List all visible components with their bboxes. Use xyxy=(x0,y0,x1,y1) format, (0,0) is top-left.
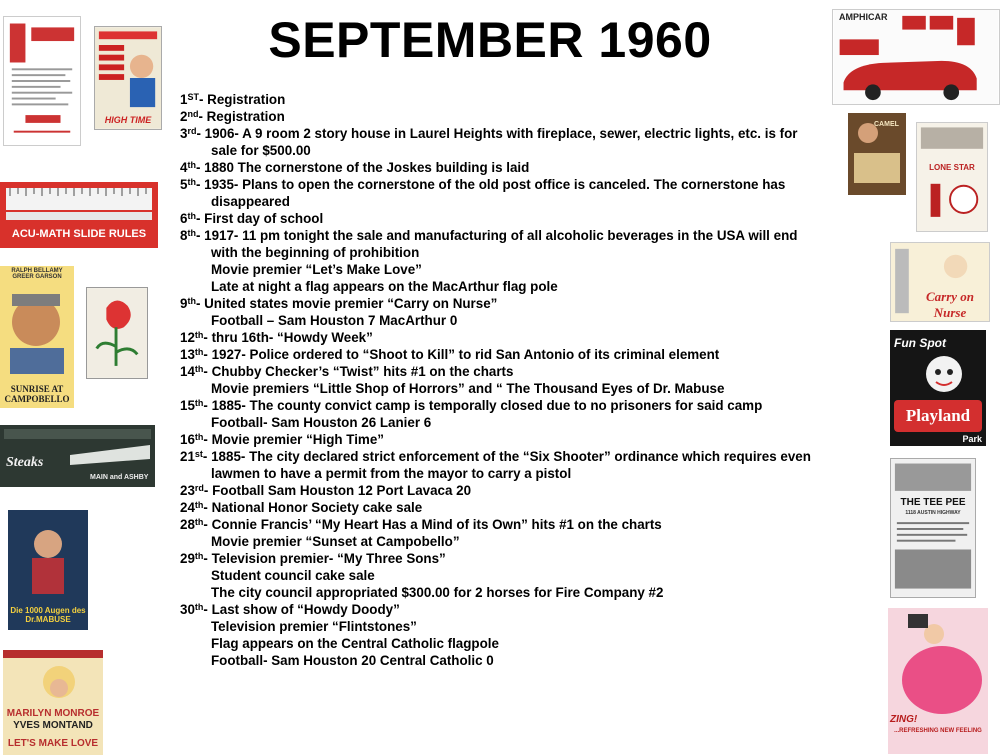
entry-day-number: 14 xyxy=(180,364,195,379)
entry-day-suffix: th xyxy=(187,296,196,306)
sunrise-poster-image xyxy=(0,266,74,408)
mabuse-title: Die 1000 Augen des Dr.MABUSE xyxy=(10,606,86,624)
zing-ad-image xyxy=(888,608,988,754)
entry-day: 3rd- xyxy=(180,126,205,141)
entry-21 xyxy=(180,448,870,482)
entry-day-suffix: th xyxy=(194,330,204,340)
camel-ad-image xyxy=(848,113,906,195)
entry-day-suffix: th xyxy=(187,177,196,187)
entry-day: 6th- xyxy=(180,211,205,226)
entry-day-suffix: rd xyxy=(187,126,197,136)
zing-subtext: ...REFRESHING NEW FEELING xyxy=(894,728,982,734)
tee-pee-title: THE TEE PEE xyxy=(900,497,966,508)
entry-14 xyxy=(180,363,870,397)
tee-pee-art xyxy=(891,459,975,597)
entry-5 xyxy=(180,176,870,210)
entry-8 xyxy=(180,227,870,295)
entry-line: Chubby Checker’s “Twist” hits #1 on the charts xyxy=(211,364,514,379)
slide-rule-caption: ACU-MATH SLIDE RULES xyxy=(11,228,147,240)
lets-make-love-poster-image xyxy=(3,650,103,755)
entry-day: 14th- xyxy=(180,364,212,379)
entry-day-suffix: th xyxy=(194,602,204,612)
entry-line: Flag appears on the Central Catholic flagpole xyxy=(211,636,499,651)
entry-line: with the beginning of prohibition xyxy=(211,245,420,260)
entry-24 xyxy=(180,499,870,516)
entry-day: 16th- xyxy=(180,432,212,447)
entry-day: 29th- xyxy=(180,551,212,566)
entry-day: 12th- xyxy=(180,330,212,345)
high-time-poster-art xyxy=(95,27,161,129)
entry-day-number: 4 xyxy=(180,160,188,175)
entry-15 xyxy=(180,397,870,431)
entry-day-number: 28 xyxy=(180,517,195,532)
entry-line: thru 16th- “Howdy Week” xyxy=(211,330,373,345)
entry-day-suffix: nd xyxy=(187,109,199,119)
entry-day-number: 9 xyxy=(180,296,188,311)
entry-day-number: 8 xyxy=(180,228,188,243)
entry-line: 1935- Plans to open the cornerstone of the old post office is canceled. The cornerstone has xyxy=(204,177,786,192)
entry-3 xyxy=(180,125,870,159)
slide-rule-ad-image xyxy=(0,182,158,248)
menu-card-image xyxy=(3,16,81,146)
entry-line: sale for $500.00 xyxy=(211,143,311,158)
entry-line: 1880 The cornerstone of the Joskes building is laid xyxy=(204,160,530,175)
little-shop-poster-image xyxy=(86,287,148,379)
entry-line: Football- Sam Houston 26 Lanier 6 xyxy=(211,415,432,430)
playland-park: Park xyxy=(962,434,982,444)
steaks-address: MAIN and ASHBY xyxy=(90,474,149,481)
entry-30 xyxy=(180,601,870,669)
entry-day: 15th- xyxy=(180,398,212,413)
entry-line: Television premier “Flintstones” xyxy=(211,619,417,634)
entry-line: lawmen to have a permit from the mayor to carry a pistol xyxy=(211,466,572,481)
entry-4 xyxy=(180,159,870,176)
entry-line: Last show of “Howdy Doody” xyxy=(211,602,400,617)
entry-day-suffix: st xyxy=(194,449,203,459)
entry-day-suffix: th xyxy=(194,347,204,357)
make-love-line2: YVES MONTAND xyxy=(13,720,93,731)
entry-day-suffix: th xyxy=(187,160,196,170)
entry-day: 28th- xyxy=(180,517,212,532)
playland-title: Playland xyxy=(905,406,971,425)
entry-line: Student council cake sale xyxy=(211,568,375,583)
entry-9 xyxy=(180,295,870,329)
mabuse-poster-image xyxy=(8,510,88,630)
entry-day-suffix: th xyxy=(194,398,204,408)
entry-day-number: 1 xyxy=(180,92,188,107)
entry-day-suffix: th xyxy=(194,551,204,561)
entry-day: 5th- xyxy=(180,177,205,192)
entry-line: Football – Sam Houston 7 MacArthur 0 xyxy=(211,313,458,328)
entry-day: 21st- xyxy=(180,449,212,464)
entry-day-suffix: th xyxy=(187,228,196,238)
tee-pee-address: 1118 AUSTIN HIGHWAY xyxy=(905,510,961,516)
tee-pee-ad-image xyxy=(890,458,976,598)
entry-day-suffix: rd xyxy=(194,483,204,493)
entry-day: 2nd- xyxy=(180,109,207,124)
entry-line: Movie premier “High Time” xyxy=(211,432,384,447)
entry-day: 30th- xyxy=(180,602,212,617)
camel-text: CAMEL xyxy=(874,121,899,128)
entry-line: Registration xyxy=(206,109,285,124)
entry-day-suffix: th xyxy=(187,211,196,221)
entry-line: National Honor Society cake sale xyxy=(211,500,423,515)
entry-day: 13th- xyxy=(180,347,212,362)
entry-16 xyxy=(180,431,870,448)
entry-line: Football- Sam Houston 20 Central Catholic 0 xyxy=(211,653,494,668)
entry-line: Movie premiers “Little Shop of Horrors” and “ The Thousand Eyes of Dr. Mabuse xyxy=(211,381,725,396)
playland-fun-spot: Fun Spot xyxy=(894,336,946,350)
entry-day: 4th- xyxy=(180,160,205,175)
entry-day-number: 3 xyxy=(180,126,188,141)
entry-line: The city council appropriated $300.00 for 2 horses for Fire Company #2 xyxy=(211,585,664,600)
entry-line: 1885- The county convict camp is temporally closed due to no prisoners for said camp xyxy=(211,398,763,413)
entry-line: 1917- 11 pm tonight the sale and manufacturing of all alcoholic beverages in the USA will end xyxy=(204,228,798,243)
lone-star-ad-image xyxy=(916,122,988,232)
entry-day-number: 21 xyxy=(180,449,195,464)
high-time-caption: HIGH TIME xyxy=(104,115,152,125)
entry-line: Movie premier “Let’s Make Love” xyxy=(211,262,422,277)
entry-line: 1885- The city declared strict enforcement of the “Six Shooter” ordinance which requires even xyxy=(211,449,811,464)
entry-day-suffix: th xyxy=(194,364,204,374)
sunrise-bottom-text: SUNRISE AT CAMPOBELLO xyxy=(4,384,70,404)
entry-day-number: 16 xyxy=(180,432,195,447)
entry-line: Registration xyxy=(207,92,286,107)
entry-day: 8th- xyxy=(180,228,205,243)
playland-ad-image xyxy=(890,330,986,446)
carry-nurse-title: Carry on Nurse xyxy=(925,289,975,320)
entry-line: United states movie premier “Carry on Nurse” xyxy=(204,296,498,311)
entry-day: 9th- xyxy=(180,296,205,311)
entry-list xyxy=(180,91,870,669)
entry-2 xyxy=(180,108,870,125)
little-shop-art xyxy=(87,288,147,378)
make-love-line3: LET'S MAKE LOVE xyxy=(7,738,99,749)
entry-28 xyxy=(180,516,870,550)
entry-day-number: 2 xyxy=(180,109,188,124)
entry-day-number: 12 xyxy=(180,330,195,345)
entry-day-number: 6 xyxy=(180,211,188,226)
entry-day: 1ST- xyxy=(180,92,208,107)
make-love-line1: MARILYN MONROE xyxy=(6,708,100,719)
entry-day-suffix: th xyxy=(194,517,204,527)
zing-text: ZING! xyxy=(890,714,918,725)
amphicar-title: AMPHICAR xyxy=(839,12,888,22)
amphicar-ad-image xyxy=(832,9,1000,105)
high-time-poster-image xyxy=(94,26,162,130)
entry-line: Football Sam Houston 12 Port Lavaca 20 xyxy=(212,483,472,498)
menu-card-art xyxy=(4,17,80,145)
page-title: SEPTEMBER 1960 xyxy=(268,12,712,68)
steaks-ad-image xyxy=(0,425,155,487)
carry-on-nurse-image xyxy=(890,242,990,322)
entry-day-number: 23 xyxy=(180,483,195,498)
entry-1 xyxy=(180,91,870,108)
entry-line: Movie premier “Sunset at Campobello” xyxy=(211,534,460,549)
entry-23 xyxy=(180,482,870,499)
lone-star-art xyxy=(917,123,987,231)
entry-line: disappeared xyxy=(211,194,290,209)
entry-12 xyxy=(180,329,870,346)
entry-13 xyxy=(180,346,870,363)
entry-line: 1906- A 9 room 2 story house in Laurel Heights with fireplace, sewer, electric lights, etc. is for xyxy=(204,126,798,141)
entry-line: 1927- Police ordered to “Shoot to Kill” to rid San Antonio of its criminal element xyxy=(211,347,720,362)
entry-line: Television premier- “My Three Sons” xyxy=(211,551,446,566)
amphicar-art xyxy=(833,10,999,104)
entry-day-number: 15 xyxy=(180,398,195,413)
entry-day-suffix: th xyxy=(194,432,204,442)
entry-day: 23rd- xyxy=(180,483,213,498)
entry-day-suffix: ST xyxy=(187,92,199,102)
entry-line: Connie Francis’ “My Heart Has a Mind of its Own” hits #1 on the charts xyxy=(211,517,662,532)
entry-line: Late at night a flag appears on the MacArthur flag pole xyxy=(211,279,558,294)
entry-day-number: 29 xyxy=(180,551,195,566)
sunrise-top-text: RALPH BELLAMY GREER GARSON xyxy=(11,268,63,280)
entry-day-number: 13 xyxy=(180,347,195,362)
entry-29 xyxy=(180,550,870,601)
entry-line: First day of school xyxy=(204,211,324,226)
entry-day-number: 24 xyxy=(180,500,195,515)
entry-day: 24th- xyxy=(180,500,212,515)
entry-day-suffix: th xyxy=(194,500,204,510)
entry-day-number: 5 xyxy=(180,177,188,192)
steaks-text: Steaks xyxy=(6,455,44,470)
entry-6 xyxy=(180,210,870,227)
entry-day-number: 30 xyxy=(180,602,195,617)
lone-star-text: LONE STAR xyxy=(929,163,975,172)
